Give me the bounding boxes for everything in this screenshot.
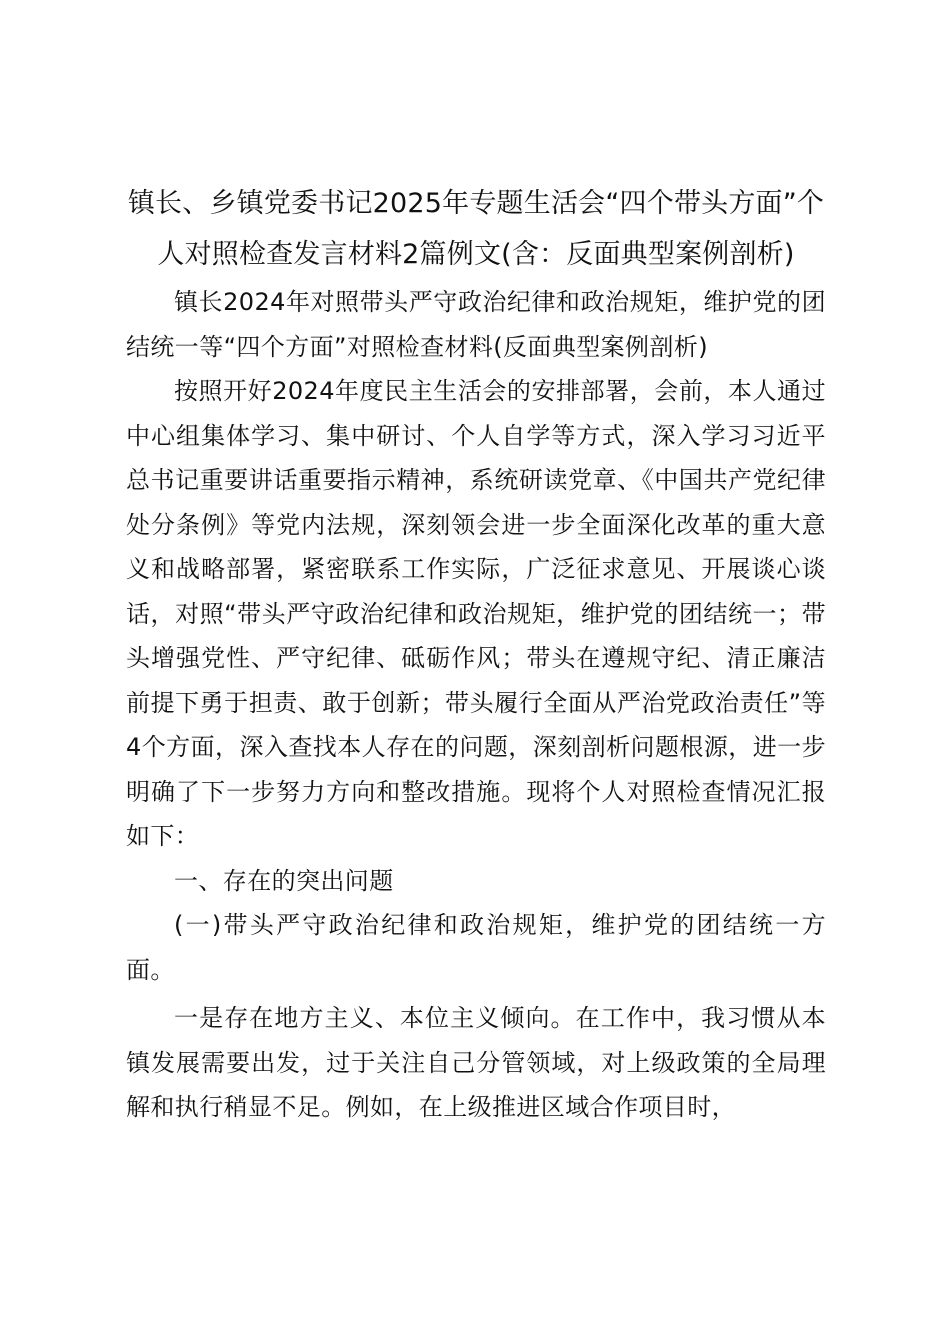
document-title: 镇长、乡镇党委书记2025年专题生活会“四个带头方面”个人对照检查发言材料2篇例文(含：反面典型案例剖析) [127, 188, 825, 270]
subsection-heading: (一)带头严守政治纪律和政治规矩，维护党的团结统一方面。 [126, 911, 826, 984]
document-body [126, 178, 826, 1130]
section-heading: 一、存在的突出问题 [174, 866, 394, 895]
intro-paragraph: 按照开好2024年度民主生活会的安排部署，会前，本人通过中心组集体学习、集中研讨、个人自学等方式，深入学习习近平总书记重要讲话重要指示精神，系统研读党章、《中国共产党纪律处分条例》等党内法规，深刻领会进一步全面深化改革的重大意义和战略部署，紧密联系工作实际，广泛征求意见、开展谈心谈话，对照“带头严守政治纪律和政治规矩，维护党的团结统一；带头增强党性、严守纪律、砥砺作风；带头在遵规守纪、清正廉洁前提下勇于担责、敢于创新；带头履行全面从严治党政治责任”等4个方面，深入查找本人存在的问题，深刻剖析问题根源，进一步明确了下一步努力方向和整改措施。现将个人对照检查情况汇报如下： [126, 377, 827, 850]
body-paragraph: 一是存在地方主义、本位主义倾向。在工作中，我习惯从本镇发展需要出发，过于关注自己分管领域，对上级政策的全局理解和执行稍显不足。例如，在上级推进区域合作项目时， [126, 1004, 826, 1121]
subtitle-paragraph: 镇长2024年对照带头严守政治纪律和政治规矩，维护党的团结统一等“四个方面”对照检查材料(反面典型案例剖析) [126, 288, 826, 361]
